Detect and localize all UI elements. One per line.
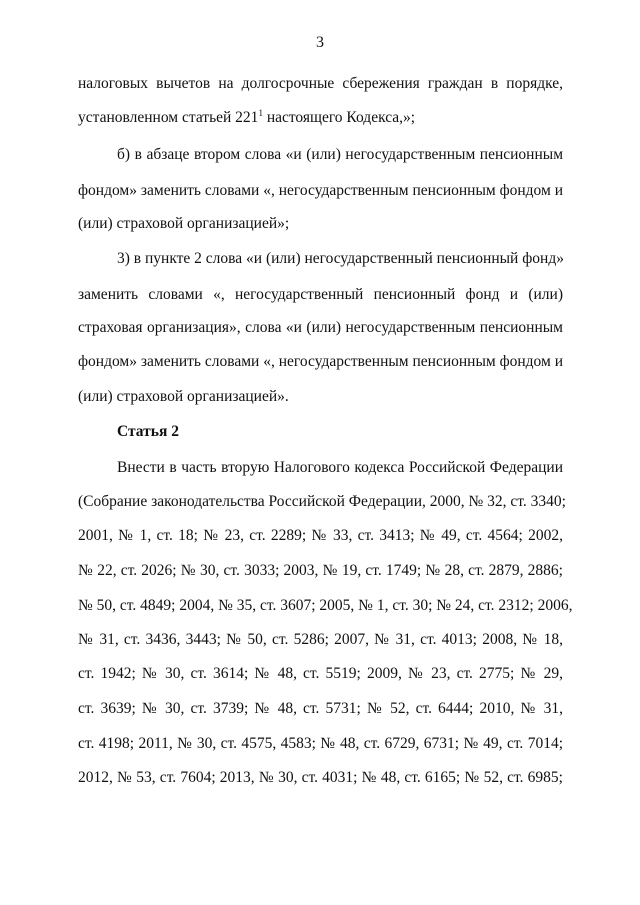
text-line: б) в абзаце втором слова «и (или) негосударственным пенсионным — [117, 146, 563, 163]
text-line: Внести в часть вторую Налогового кодекса Российской Федерации — [117, 459, 563, 476]
text-line: ст. 3639; № 30, ст. 3739; № 48, ст. 5731; № 52, ст. 6444; 2010, № 31, — [78, 700, 563, 717]
text-line: (или) страховой организацией»; — [78, 215, 290, 232]
text-line — [78, 108, 563, 128]
text-line: 2012, № 53, ст. 7604; 2013, № 30, ст. 4031; № 48, ст. 6165; № 52, ст. 6985; — [78, 769, 563, 786]
text-line: (Собрание законодательства Российской Федерации, 2000, № 32, ст. 3340; — [78, 493, 566, 510]
text-line: ст. 4198; 2011, № 30, ст. 4575, 4583; № 48, ст. 6729, 6731; № 49, ст. 7014; — [78, 735, 563, 752]
text-line: (или) страховой организацией». — [78, 388, 289, 405]
text-line: налоговых вычетов на долгосрочные сбережения граждан в порядке, — [78, 75, 563, 92]
text-line: ст. 1942; № 30, ст. 3614; № 48, ст. 5519; 2009, № 23, ст. 2775; № 29, — [78, 665, 563, 682]
article-heading: Статья 2 — [117, 423, 179, 440]
text-line: 2001, № 1, ст. 18; № 23, ст. 2289; № 33, ст. 3413; № 49, ст. 4564; 2002, — [78, 527, 563, 544]
text-line: № 22, ст. 2026; № 30, ст. 3033; 2003, № 19, ст. 1749; № 28, ст. 2879, 2886; — [78, 562, 563, 579]
text-line: заменить словами «, негосударственный пенсионный фонд и (или) — [78, 286, 563, 303]
text-fragment: настоящего Кодекса,»; — [262, 109, 416, 126]
page-number: 3 — [316, 34, 324, 51]
text-line: 3) в пункте 2 слова «и (или) негосударственный пенсионный фонд» — [117, 250, 564, 267]
text-line: № 50, ст. 4849; 2004, № 35, ст. 3607; 2005, № 1, ст. 30; № 24, ст. 2312; 2006, — [78, 597, 573, 614]
superscript: 1 — [258, 108, 263, 118]
text-fragment: установленном статьей 221 — [78, 109, 259, 126]
text-line: фондом» заменить словами «, негосударственным пенсионным фондом и — [78, 182, 563, 199]
text-line: страховая организация», слова «и (или) негосударственным пенсионным — [78, 319, 563, 336]
text-line: № 31, ст. 3436, 3443; № 50, ст. 5286; 2007, № 31, ст. 4013; 2008, № 18, — [78, 631, 563, 648]
text-line: фондом» заменить словами «, негосударственным пенсионным фондом и — [78, 353, 563, 370]
